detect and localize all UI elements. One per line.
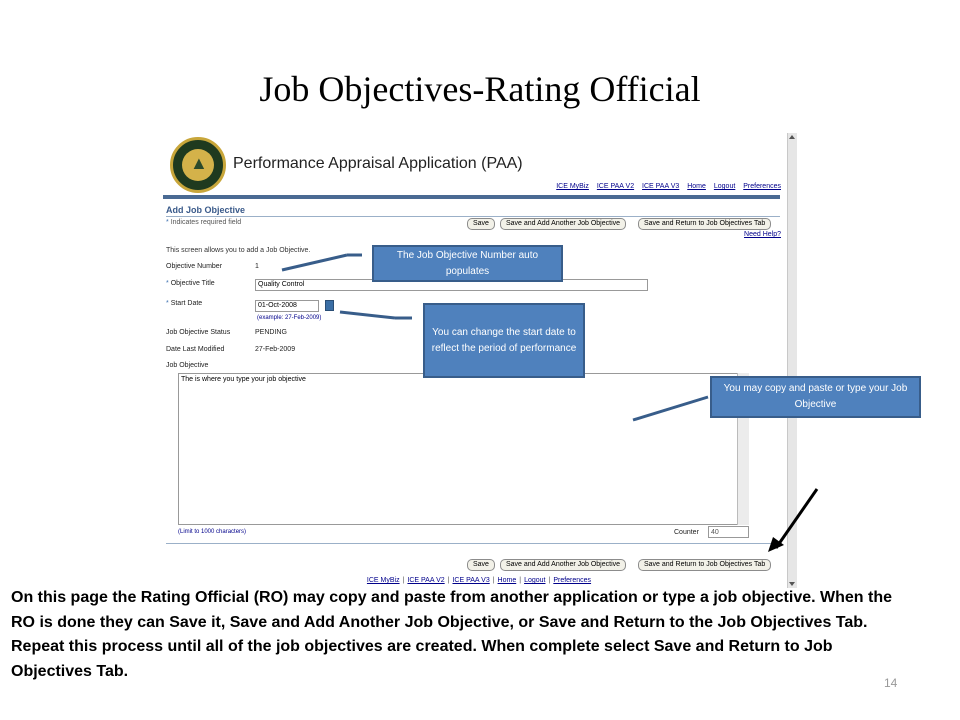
top-link-ice-mybiz[interactable]: ICE MyBiz [556,183,589,190]
page-heading: Add Job Objective [166,205,246,215]
bottom-link-ice-mybiz[interactable]: ICE MyBiz [366,577,400,584]
last-modified-value: 27-Feb-2009 [255,346,296,353]
last-modified-label: Date Last Modified [166,346,225,353]
required-note-text: Indicates required field [170,219,242,226]
slide-description: On this page the Rating Official (RO) may copy and paste from another application or type a job objective. When the RO is done they can Save it, Save and Add Another Job Objective, or Save and Return to the Job Objectives Tab. Repeat this process until all of the job objectives are created. When complete select Save and Return to Job Objectives Tab. [11,589,893,680]
slide-title: Job Objectives-Rating Official [259,69,701,109]
callout-start-date: You can change the start date to reflect the period of performance [423,303,585,378]
counter-label: Counter [674,529,699,536]
link-separator: | [402,577,405,584]
objective-title-input[interactable]: Quality Control [255,279,648,291]
heading-divider [166,216,780,217]
status-label: Job Objective Status [166,329,231,336]
bottom-nav-links [163,577,795,584]
status-value: PENDING [255,329,287,336]
calendar-icon[interactable] [325,300,334,311]
bottom-link-ice-paa-v3[interactable]: ICE PAA V3 [452,577,490,584]
job-objective-label: Job Objective [166,362,209,369]
start-date-label [166,300,202,307]
objective-title-label [166,280,215,287]
top-nav-links [550,183,781,190]
save-return-button-top[interactable]: Save and Return to Job Objectives Tab [638,218,771,230]
callout-copy-paste: You may copy and paste or type your Job Objective [710,376,921,418]
bottom-divider [166,543,780,544]
objective-title-label-text: Objective Title [170,280,215,287]
page-number: 14 [884,676,898,690]
save-button-bottom[interactable]: Save [467,559,495,571]
objective-number-label: Objective Number [166,263,223,270]
start-date-input[interactable]: 01-Oct-2008 [255,300,319,312]
top-link-logout[interactable]: Logout [713,183,736,190]
link-separator: | [447,577,450,584]
required-star: * [166,300,169,307]
required-star: * [166,219,169,226]
start-date-label-text: Start Date [170,300,203,307]
link-separator: | [492,577,495,584]
required-star: * [166,280,169,287]
top-link-ice-paa-v2[interactable]: ICE PAA V2 [596,183,635,190]
save-add-another-button-bottom[interactable]: Save and Add Another Job Objective [500,559,626,571]
counter-field: 40 [708,526,749,538]
link-separator: | [548,577,551,584]
header-bar [163,195,780,199]
top-link-ice-paa-v3[interactable]: ICE PAA V3 [642,183,680,190]
save-button-top[interactable]: Save [467,218,495,230]
job-objective-textarea[interactable]: The is where you type your job objective [178,373,749,525]
scroll-up-icon[interactable] [789,135,795,139]
top-link-preferences[interactable]: Preferences [743,183,781,190]
start-date-example: (example: 27-Feb-2009) [257,315,322,321]
bottom-link-preferences[interactable]: Preferences [553,577,592,584]
bottom-link-ice-paa-v2[interactable]: ICE PAA V2 [407,577,445,584]
bottom-link-home[interactable]: Home [497,577,517,584]
need-help-link[interactable]: Need Help? [744,231,781,238]
bottom-link-logout[interactable]: Logout [524,577,546,584]
character-limit-note: (Limit to 1000 characters) [178,529,247,535]
required-note [166,219,241,226]
save-return-button-bottom[interactable]: Save and Return to Job Objectives Tab [638,559,771,571]
top-link-home[interactable]: Home [687,183,706,190]
objective-number-value: 1 [255,263,259,270]
national-guard-seal-icon: ▲ [170,137,226,193]
link-separator: | [519,577,522,584]
intro-text: This screen allows you to add a Job Objective. [166,247,311,254]
app-title: Performance Appraisal Application (PAA) [233,155,523,172]
page-scrollbar[interactable] [787,133,797,588]
save-add-another-button-top[interactable]: Save and Add Another Job Objective [500,218,626,230]
callout-objective-number: The Job Objective Number auto populates [372,245,563,282]
